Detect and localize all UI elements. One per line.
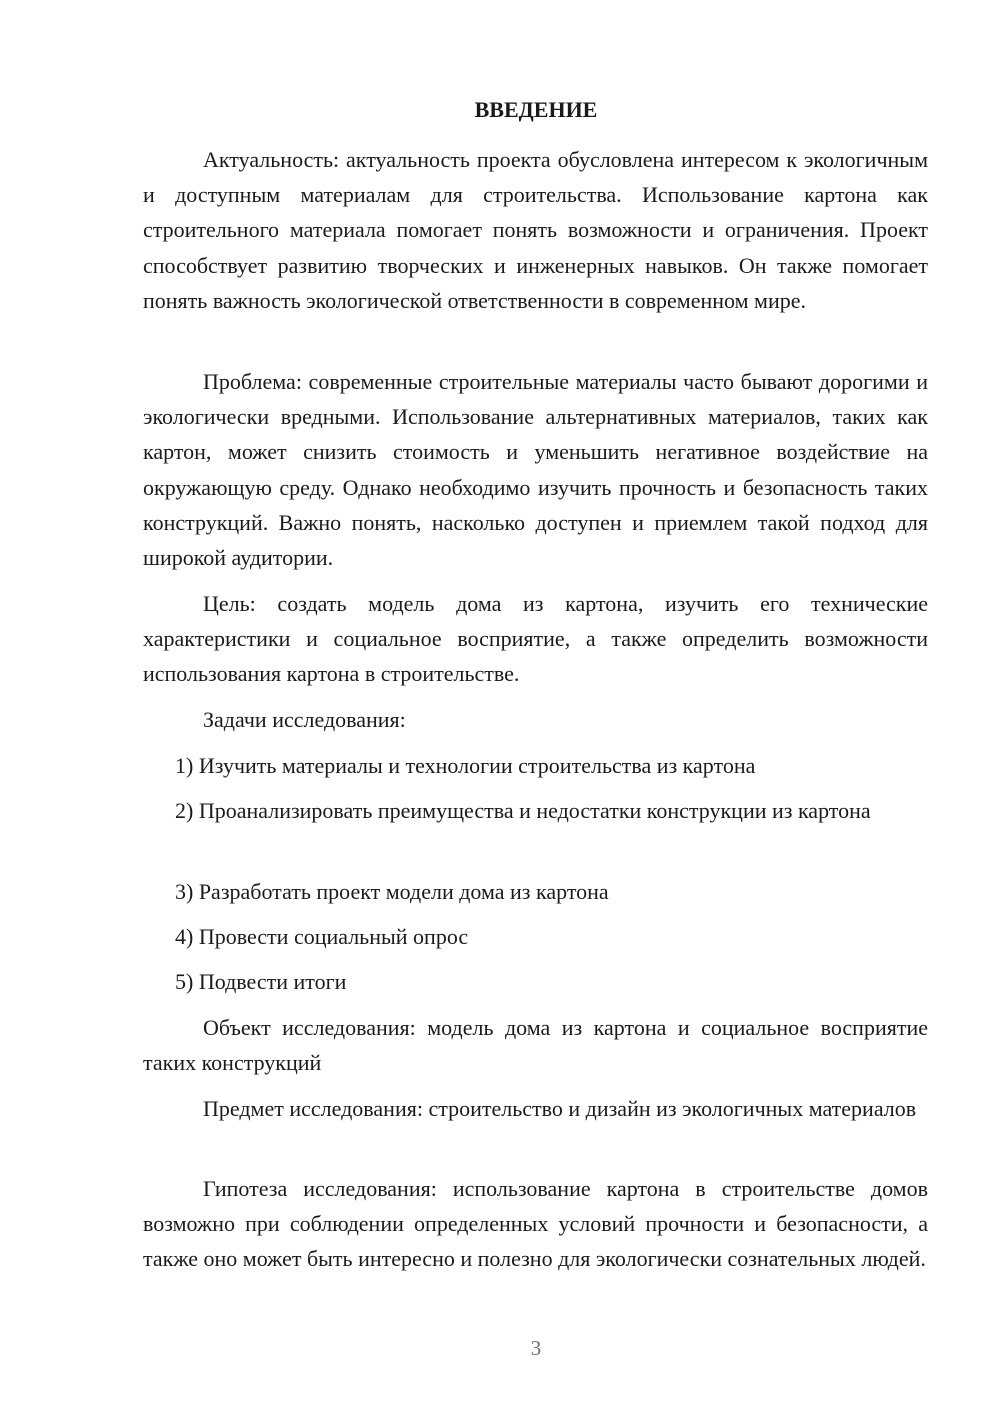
paragraph-subject: Предмет исследования: строительство и дизайн из экологичных материалов: [203, 1096, 917, 1121]
task-item-2: 2) Проанализировать преимущества и недостатки конструкции из картона: [175, 798, 871, 823]
paragraph-hypothesis: Гипотеза исследования: использование картона в строительстве домов возможно при соблюдении определенных условий прочности и безопасности, а также оно может быть интересно и полезно для экологически сознательных людей.: [143, 1176, 928, 1272]
paragraph-problem: Проблема: современные строительные материалы часто бывают дорогими и экологически вредными. Использование альтернативных материалов, таких как картон, может снизить стоимость и уменьшить негативное воздействие на окружающую среду. Однако необходимо изучить прочность и безопасность таких конструкций. Важно понять, насколько доступен и приемлем такой подход для широкой аудитории.: [143, 369, 928, 571]
paragraph-relevance: Актуальность: актуальность проекта обусловлена интересом к экологичным и доступным материалам для строительства. Использование картона как строительного материала помогает понять возможности и ограничения. Проект способствует развитию творческих и инженерных навыков. Он также помогает понять важность экологической ответственности в современном мире.: [143, 147, 928, 313]
tasks-heading: Задачи исследования:: [203, 707, 406, 732]
task-item-4: 4) Провести социальный опрос: [175, 924, 469, 949]
task-item-3: 3) Разработать проект модели дома из картона: [175, 879, 609, 904]
task-item-5: 5) Подвести итоги: [175, 969, 347, 994]
task-item-1: 1) Изучить материалы и технологии строительства из картона: [175, 753, 756, 778]
paragraph-goal: Цель: создать модель дома из картона, изучить его технические характеристики и социальное восприятие, а также определить возможности использования картона в строительстве.: [143, 591, 928, 687]
paragraph-object: Объект исследования: модель дома из картона и социальное восприятие таких конструкций: [143, 1015, 928, 1076]
section-heading: ВВЕДЕНИЕ: [474, 97, 598, 122]
page-number: 3: [530, 1336, 542, 1360]
